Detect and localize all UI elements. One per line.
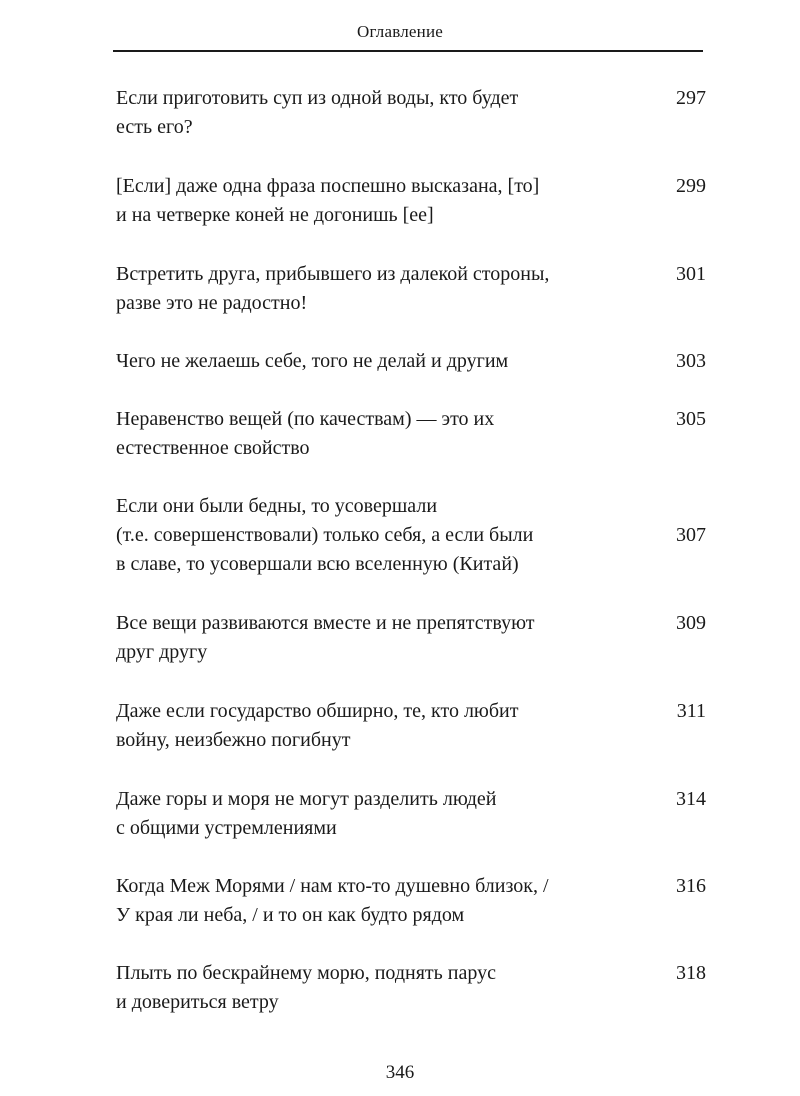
page-number: 346 [385, 1062, 415, 1083]
toc-entry-title: Встретить друга, прибывшего из далекой стороны, разве это не радостно! [116, 263, 550, 314]
toc-entry-title: Все вещи развиваются вместе и не препятствуют друг другу [116, 612, 535, 663]
toc-entry-page: 311 [676, 700, 706, 722]
toc-entry-page: 299 [676, 175, 706, 197]
toc-entry-title: Если они были бедны, то усовершали (т.е. совершенствовали) только себя, а если были в славе, то усовершали всю вселенную (Китай) [116, 495, 534, 575]
toc-entry-title: Даже если государство обширно, те, кто любит войну, неизбежно погибнут [116, 700, 519, 751]
running-head: Оглавление [357, 22, 443, 41]
toc-entry-title: Неравенство вещей (по качествам) — это их естественное свойство [116, 408, 495, 459]
toc-entry-page: 307 [676, 524, 706, 546]
toc-entry-page: 301 [676, 263, 706, 285]
toc-entry-page: 305 [676, 408, 706, 430]
header-rule [113, 50, 703, 52]
toc-entry-title: [Если] даже одна фраза поспешно высказана, [то] и на четверке коней не догонишь [ее] [116, 175, 540, 226]
toc-entry-page: 297 [676, 87, 706, 109]
toc-entry-page: 309 [676, 612, 706, 634]
toc-entry-title: Даже горы и моря не могут разделить людей с общими устремлениями [116, 788, 497, 839]
toc-entry-page: 316 [676, 875, 706, 897]
toc-entry-page: 314 [676, 788, 706, 810]
toc-entry-title: Чего не желаешь себе, того не делай и другим [116, 350, 509, 372]
toc-entry-title: Если приготовить суп из одной воды, кто будет есть его? [116, 87, 519, 138]
toc-entry-page: 303 [676, 350, 706, 372]
toc-entry-title: Когда Меж Морями / нам кто-то душевно близок, / У края ли неба, / и то он как будто рядом [116, 875, 549, 926]
toc-entry-page: 318 [676, 962, 706, 984]
toc-entry-title: Плыть по бескрайнему морю, поднять парус и довериться ветру [116, 962, 496, 1013]
